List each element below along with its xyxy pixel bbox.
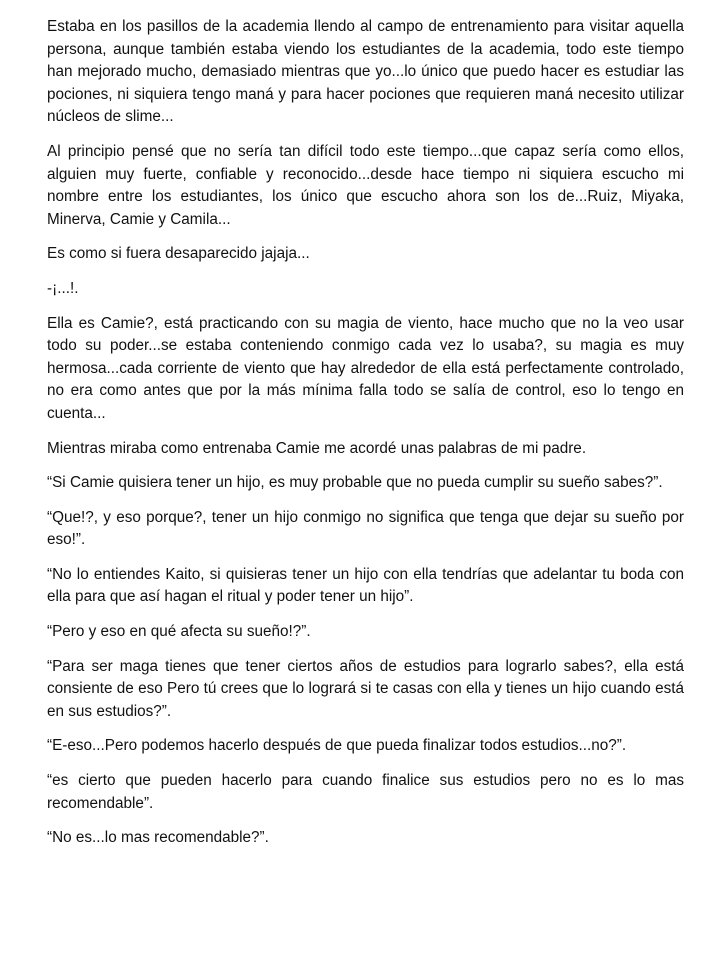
paragraph-9: “No lo entiendes Kaito, si quisieras tener un hijo con ella tendrías que adelantar tu boda con ella para que así hagan el ritual y poder tener un hijo”. [47,565,684,606]
paragraph-1: Estaba en los pasillos de la academia llendo al campo de entrenamiento para visitar aquella persona, aunque también estaba viendo los estudiantes de la academia, todo este tiempo han mejorado mucho, demasiado mientras que yo...lo único que puedo hacer es estudiar las pociones, ni siquiera tengo maná y para hacer pociones que requieren maná necesito utilizar núcleos de slime... [47,18,684,126]
paragraph-12: “E-eso...Pero podemos hacerlo después de que pueda finalizar todos estudios...no?”. [47,737,627,755]
paragraph-11: “Para ser maga tienes que tener ciertos años de estudios para lograrlo sabes?, ella está consiente de eso Pero tú crees que lo logrará si te casas con ella y tienes un hijo cuando está en sus estudios?”. [47,657,684,720]
paragraph-8: “Que!?, y eso porque?, tener un hijo conmigo no significa que tenga que dejar su sueño por eso!”. [47,508,684,549]
paragraph-10: “Pero y eso en qué afecta su sueño!?”. [47,623,311,641]
paragraph-6: Mientras miraba como entrenaba Camie me acordé unas palabras de mi padre. [47,439,587,457]
paragraph-13: “es cierto que pueden hacerlo para cuando finalice sus estudios pero no es lo mas recomendable”. [47,772,684,812]
paragraph-3: Es como si fuera desaparecido jajaja... [47,245,310,263]
paragraph-4: -¡...!. [47,279,79,297]
paragraph-5: Ella es Camie?, está practicando con su magia de viento, hace mucho que no la veo usar todo su poder...se estaba conteniendo conmigo cada vez lo usaba?, su magia es muy hermosa...cada corriente de viento que hay alrededor de ella está perfectamente controlado, no era como antes que por la más mínima falla todo se salía de control, eso lo tengo en cuenta... [47,314,684,422]
paragraph-14: “No es...lo mas recomendable?”. [47,829,269,847]
paragraph-2: Al principio pensé que no sería tan difícil todo este tiempo...que capaz sería como ellos, alguien muy fuerte, confiable y reconocido...desde hace tiempo ni siquiera escucho mi nombre entre los estudiantes, los único que escucho ahora son los de...Ruiz, Miyaka, Minerva, Camie y Camila... [47,142,684,228]
paragraph-7: “Si Camie quisiera tener un hijo, es muy probable que no pueda cumplir su sueño sabes?”. [47,474,663,492]
